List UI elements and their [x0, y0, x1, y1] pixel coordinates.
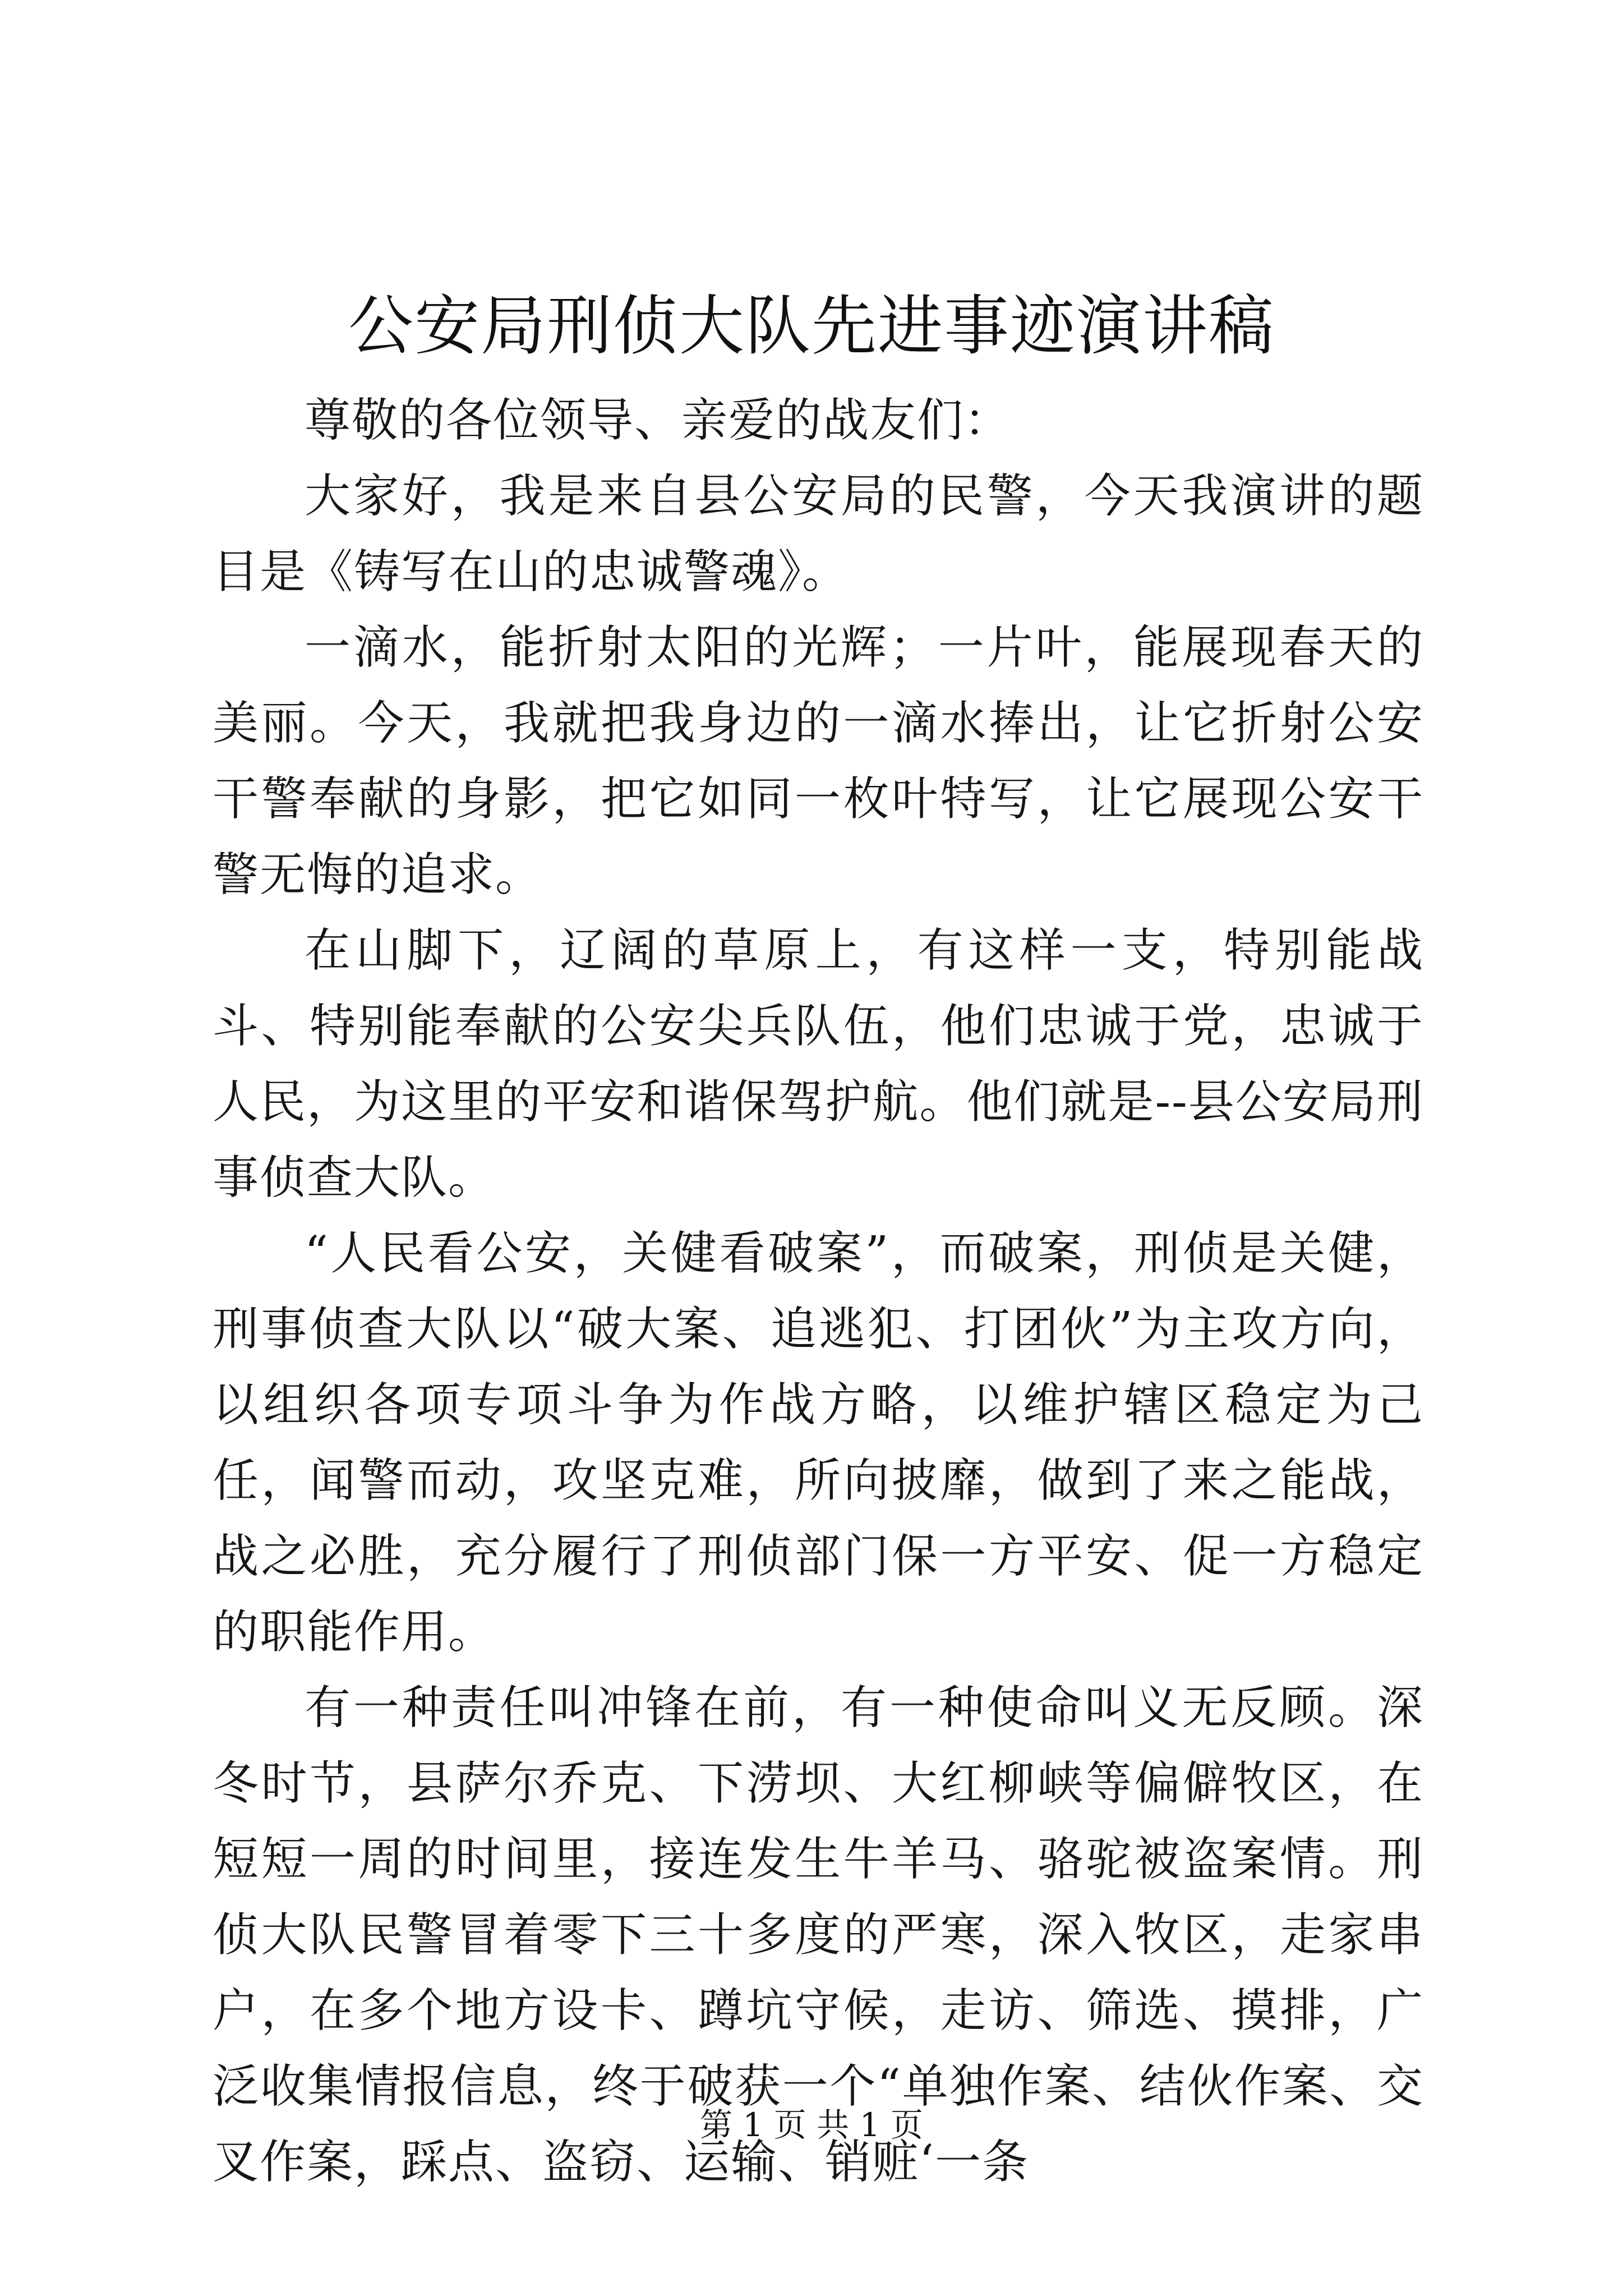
paragraph-case-solving: “人民看公安，关健看破案”，而破案，刑侦是关健，刑事侦查大队以“破大案、追逃犯、打团伙”为主攻方向，以组织各项专项斗争为作战方略，以维护辖区稳定为己任，闻警而动，攻坚克难，所向披靡，做到了来之能战，战之必胜，充分履行了刑侦部门保一方平安、促一方稳定的职能作用。 [213, 1227, 1424, 1659]
page-footer: 第 1 页 共 1 页 [700, 2106, 923, 2144]
document-title: 公安局刑侦大队先进事迹演讲稿 [348, 288, 1275, 364]
paragraph-team-intro: 在山脚下，辽阔的草原上，有这样一支，特别能战斗、特别能奉献的公安尖兵队伍，他们忠诚于党，忠诚于人民，为这里的平安和谐保驾护航。他们就是--县公安局刑事侦查大队。 [213, 924, 1424, 1204]
document-body [213, 383, 1424, 2200]
paragraph-water-drop: 一滴水，能折射太阳的光辉；一片叶，能展现春天的美丽。今天，我就把我身边的一滴水捧出，让它折射公安干警奉献的身影，把它如同一枚叶特写，让它展现公安干警无悔的追求。 [213, 621, 1424, 901]
paragraph-responsibility: 有一种责任叫冲锋在前，有一种使命叫义无反顾。深冬时节，县萨尔乔克、下涝坝、大红柳峡等偏僻牧区，在短短一周的时间里，接连发生牛羊马、骆驼被盗案情。刑侦大队民警冒着零下三十多度的严寒，深入牧区，走家串户，在多个地方设卡、蹲坑守候，走访、筛选、摸排，广泛收集情报信息，终于破获一个“单独作案、结伙作案、交叉作案，踩点、盗窃、运输、销赃‘一条 [213, 1681, 1424, 2189]
paragraph-greeting: 尊敬的各位领导、亲爱的战友们： [305, 394, 1012, 447]
paragraph-intro: 大家好，我是来自县公安局的民警，今天我演讲的题目是《铸写在山的忠诚警魂》。 [213, 470, 1424, 599]
